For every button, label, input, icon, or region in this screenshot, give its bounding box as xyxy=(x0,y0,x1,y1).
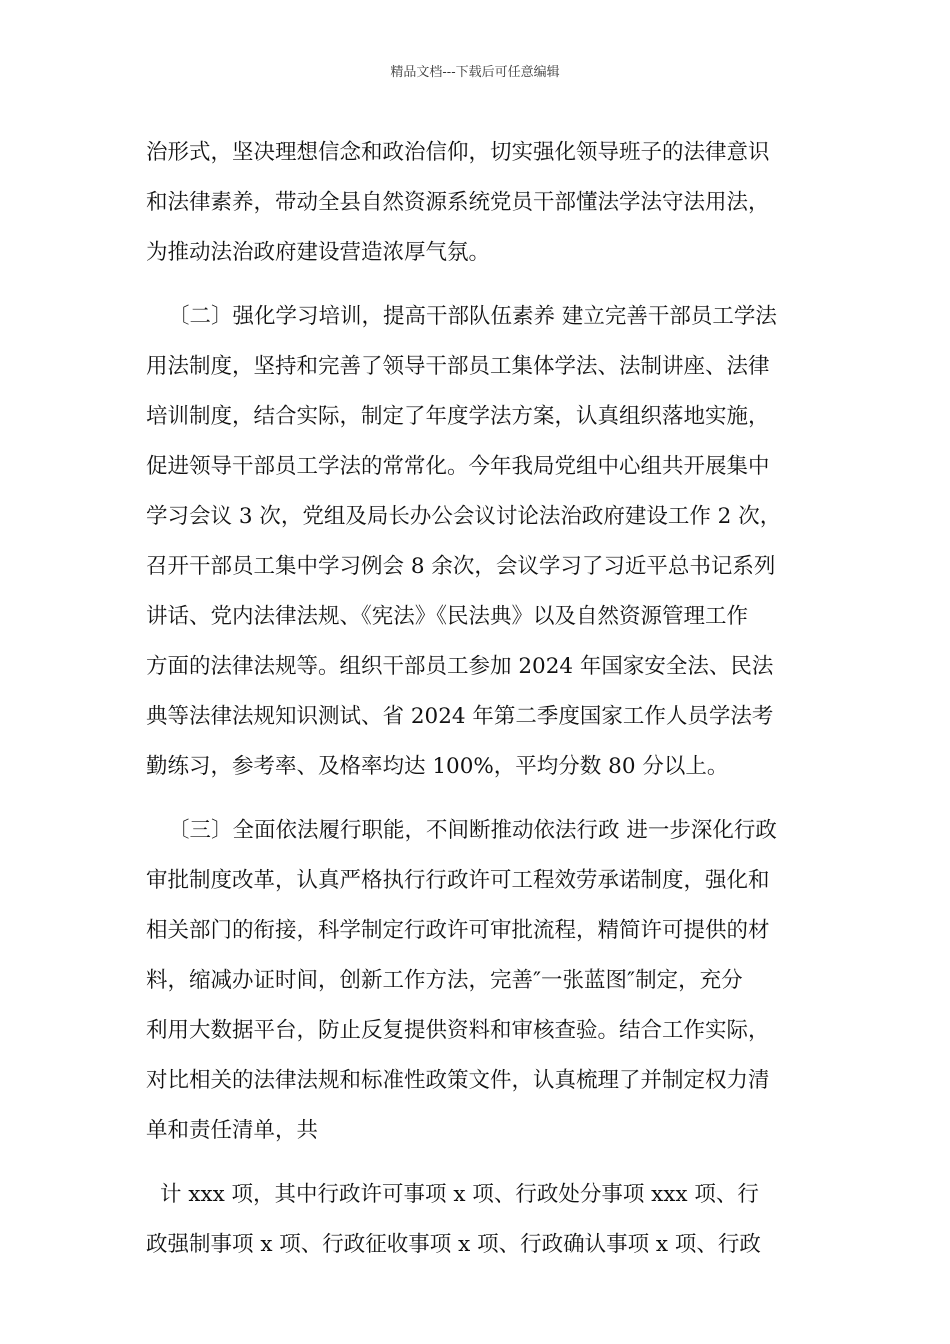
text-line: 学习会议 3 次，党组及局长办公会议讨论法治政府建设工作 2 次， xyxy=(146,504,782,529)
text-line: 和法律素养，带动全县自然资源系统党员干部懂法学法守法用法， xyxy=(146,190,770,215)
page-header: 精品文档---下载后可任意编辑 xyxy=(390,65,560,80)
text-line: 利用大数据平台，防止反复提供资料和审核查验。结合工作实际， xyxy=(146,1018,770,1043)
text-line: 培训制度，结合实际，制定了年度学法方案，认真组织落地实施， xyxy=(146,404,770,429)
text-line: 勤练习，参考率、及格率均达 100%，平均分数 80 分以上。 xyxy=(146,754,729,779)
paragraph-1 xyxy=(146,128,826,278)
text-line: 单和责任清单，共 xyxy=(146,1118,319,1143)
text-line: 讲话、党内法律法规、《宪法》《民法典》以及自然资源管理工作 xyxy=(146,604,749,629)
text-line: 用法制度，坚持和完善了领导干部员工集体学法、法制讲座、法律 xyxy=(146,354,770,379)
text-line: 治形式，坚决理想信念和政治信仰，切实强化领导班子的法律意识 xyxy=(146,140,770,165)
paragraph-4 xyxy=(146,1170,826,1270)
text-line: 相关部门的衔接，科学制定行政许可审批流程，精简许可提供的材 xyxy=(146,918,770,943)
text-line: 召开干部员工集中学习例会 8 余次，会议学习了习近平总书记系列 xyxy=(146,554,776,579)
paragraph-2 xyxy=(146,292,826,792)
text-line: 典等法律法规知识测试、省 2024 年第二季度国家工作人员学法考 xyxy=(146,704,774,729)
text-line: 审批制度改革，认真严格执行行政许可工程效劳承诺制度，强化和 xyxy=(146,868,770,893)
text-line: 〔三〕全面依法履行职能，不间断推动依法行政 进一步深化行政 xyxy=(168,818,777,843)
text-line: 为推动法治政府建设营造浓厚气氛。 xyxy=(146,240,491,265)
text-line: 计 xxx 项，其中行政许可事项 x 项、行政处分事项 xxx 项、行 xyxy=(160,1182,759,1207)
text-line: 〔二〕强化学习培训，提高干部队伍素养 建立完善干部员工学法 xyxy=(168,304,777,329)
document-body xyxy=(146,128,826,1270)
paragraph-3 xyxy=(146,806,826,1156)
text-line: 促进领导干部员工学法的常常化。今年我局党组中心组共开展集中 xyxy=(146,454,770,479)
text-line: 方面的法律法规等。组织干部员工参加 2024 年国家安全法、民法 xyxy=(146,654,774,679)
text-line: 政强制事项 x 项、行政征收事项 x 项、行政确认事项 x 项、行政 xyxy=(146,1232,761,1257)
text-line: 料，缩减办证时间，创新工作方法，完善″一张蓝图″制定，充分 xyxy=(146,968,743,993)
text-line: 对比相关的法律法规和标准性政策文件，认真梳理了并制定权力清 xyxy=(146,1068,770,1093)
